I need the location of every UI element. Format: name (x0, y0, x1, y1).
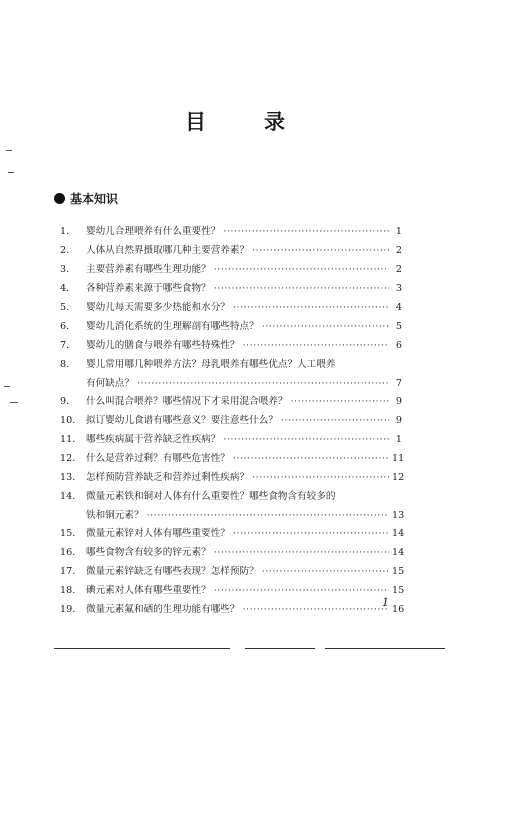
toc-entry (60, 600, 405, 619)
toc-entry (60, 279, 402, 298)
leader-dots (281, 411, 389, 430)
entry-number: 7. (60, 340, 70, 351)
entry-page: 4 (395, 302, 402, 313)
entry-number: 5. (60, 302, 70, 313)
section-heading (54, 190, 118, 207)
entry-title: 婴幼儿消化系统的生理解剖有哪些特点？ (86, 321, 259, 332)
leader-dots (223, 222, 389, 241)
leader-dots (233, 449, 389, 468)
entry-number: 4. (60, 283, 70, 294)
leader-dots (223, 430, 389, 449)
entry-title: 人体从自然界摄取哪几种主要营养素？ (86, 245, 250, 256)
entry-page: 1 (395, 434, 402, 445)
leader-dots (252, 241, 389, 260)
toc-entry (60, 430, 402, 449)
toc-entry (60, 317, 402, 336)
entry-title: 碘元素对人体有哪些重要性？ (86, 585, 211, 596)
toc-entry (60, 543, 405, 562)
bottom-rule (54, 648, 230, 649)
scan-mark (10, 402, 18, 403)
toc-entry (60, 241, 402, 260)
bottom-rule (245, 648, 315, 649)
section-label: 基本知识 (70, 192, 119, 206)
toc-entry (60, 298, 402, 317)
toc-entry (60, 260, 402, 279)
entry-page: 16 (392, 604, 405, 615)
toc-entry (60, 449, 405, 468)
entry-page: 11 (392, 453, 405, 464)
entry-title: 婴幼儿每天需要多少热能和水分？ (86, 302, 230, 313)
entry-number: 18. (60, 585, 76, 596)
entry-number: 2. (60, 245, 70, 256)
entry-page: 6 (395, 340, 402, 351)
leader-dots (262, 562, 389, 581)
entry-title: 微量元素铁和铜对人体有什么重要性？哪些食物含有较多的 (86, 491, 336, 502)
entry-title: 婴幼儿合理喂养有什么重要性？ (86, 226, 221, 237)
leader-dots (233, 524, 389, 543)
leader-dots (137, 374, 389, 393)
toc-entry (60, 411, 402, 430)
entry-title: 婴儿常用哪几种喂养方法？母乳喂养有哪些优点？人工喂养 (86, 359, 336, 370)
toc-entry (60, 581, 405, 600)
toc-entry (60, 222, 402, 241)
entry-title: 什么叫混合喂养？哪些情况下才采用混合喂养？ (86, 396, 288, 407)
entry-number: 14. (60, 491, 76, 502)
entry-title: 微量元素氟和硒的生理功能有哪些？ (86, 604, 240, 615)
entry-title: 什么是营养过剩？有哪些危害性？ (86, 453, 230, 464)
toc-entry (60, 336, 402, 355)
entry-page: 15 (392, 566, 405, 577)
entry-title: 哪些疾病属于营养缺乏性疾病？ (86, 434, 221, 445)
entry-page: 2 (395, 245, 402, 256)
entry-title: 拟订婴幼儿食谱有哪些意义？要注意些什么？ (86, 415, 278, 426)
title-char: 录 (264, 110, 285, 134)
entry-title: 有何缺点？ (86, 377, 134, 389)
toc-entry (60, 392, 402, 411)
entry-title: 婴幼儿的膳食与喂养有哪些特殊性？ (86, 340, 240, 351)
entry-title: 哪些食物含有较多的锌元素？ (86, 547, 211, 558)
entry-number: 8. (60, 359, 70, 370)
scan-mark (6, 150, 12, 151)
entry-number: 10. (60, 415, 76, 426)
leader-dots (243, 600, 390, 619)
entry-number: 13. (60, 472, 76, 483)
entry-page: 14 (392, 547, 405, 558)
leader-dots (214, 543, 389, 562)
entry-title: 怎样预防营养缺乏和营养过剩性疾病？ (86, 472, 250, 483)
entry-page: 13 (392, 509, 405, 521)
entry-number: 9. (60, 396, 70, 407)
leader-dots (243, 336, 390, 355)
title-char: 目 (185, 110, 206, 134)
leader-dots (262, 317, 389, 336)
entry-number: 17. (60, 566, 76, 577)
entry-page: 12 (392, 472, 405, 483)
page-number: 1 (382, 596, 389, 609)
toc-entry (60, 487, 405, 524)
scan-mark (4, 386, 10, 387)
entry-title: 铁和铜元素？ (86, 509, 144, 521)
bottom-rule (325, 648, 445, 649)
leader-dots (214, 260, 389, 279)
entry-title: 微量元素锌缺乏有哪些表现？怎样预防？ (86, 566, 259, 577)
entry-title: 各种营养素来源于哪些食物？ (86, 283, 211, 294)
entry-number: 19. (60, 604, 76, 615)
entry-page: 2 (395, 264, 402, 275)
leader-dots (290, 392, 389, 411)
entry-page: 14 (392, 528, 405, 539)
entry-title: 主要营养素有哪些生理功能？ (86, 264, 211, 275)
entry-number: 1. (60, 226, 70, 237)
toc-entry (60, 468, 405, 487)
toc-entry (60, 524, 405, 543)
entry-number: 3. (60, 264, 70, 275)
leader-dots (252, 468, 389, 487)
entry-number: 16. (60, 547, 76, 558)
leader-dots (233, 298, 389, 317)
toc-entry (60, 562, 405, 581)
leader-dots (214, 581, 389, 600)
scan-mark (8, 172, 14, 173)
entry-page: 1 (395, 226, 402, 237)
entry-page: 9 (395, 415, 402, 426)
entry-page: 7 (395, 377, 402, 389)
page-title (185, 106, 285, 136)
bullet-icon (54, 193, 65, 204)
entry-number: 11. (60, 434, 76, 445)
entry-number: 12. (60, 453, 76, 464)
entry-number: 6. (60, 321, 70, 332)
entry-page: 3 (395, 283, 402, 294)
leader-dots (214, 279, 389, 298)
leader-dots (147, 506, 389, 525)
toc-entry (60, 355, 402, 392)
entry-page: 9 (395, 396, 402, 407)
entry-number: 15. (60, 528, 76, 539)
entry-page: 15 (392, 585, 405, 596)
entry-title: 微量元素锌对人体有哪些重要性？ (86, 528, 230, 539)
table-of-contents (60, 222, 405, 619)
entry-page: 5 (395, 321, 402, 332)
